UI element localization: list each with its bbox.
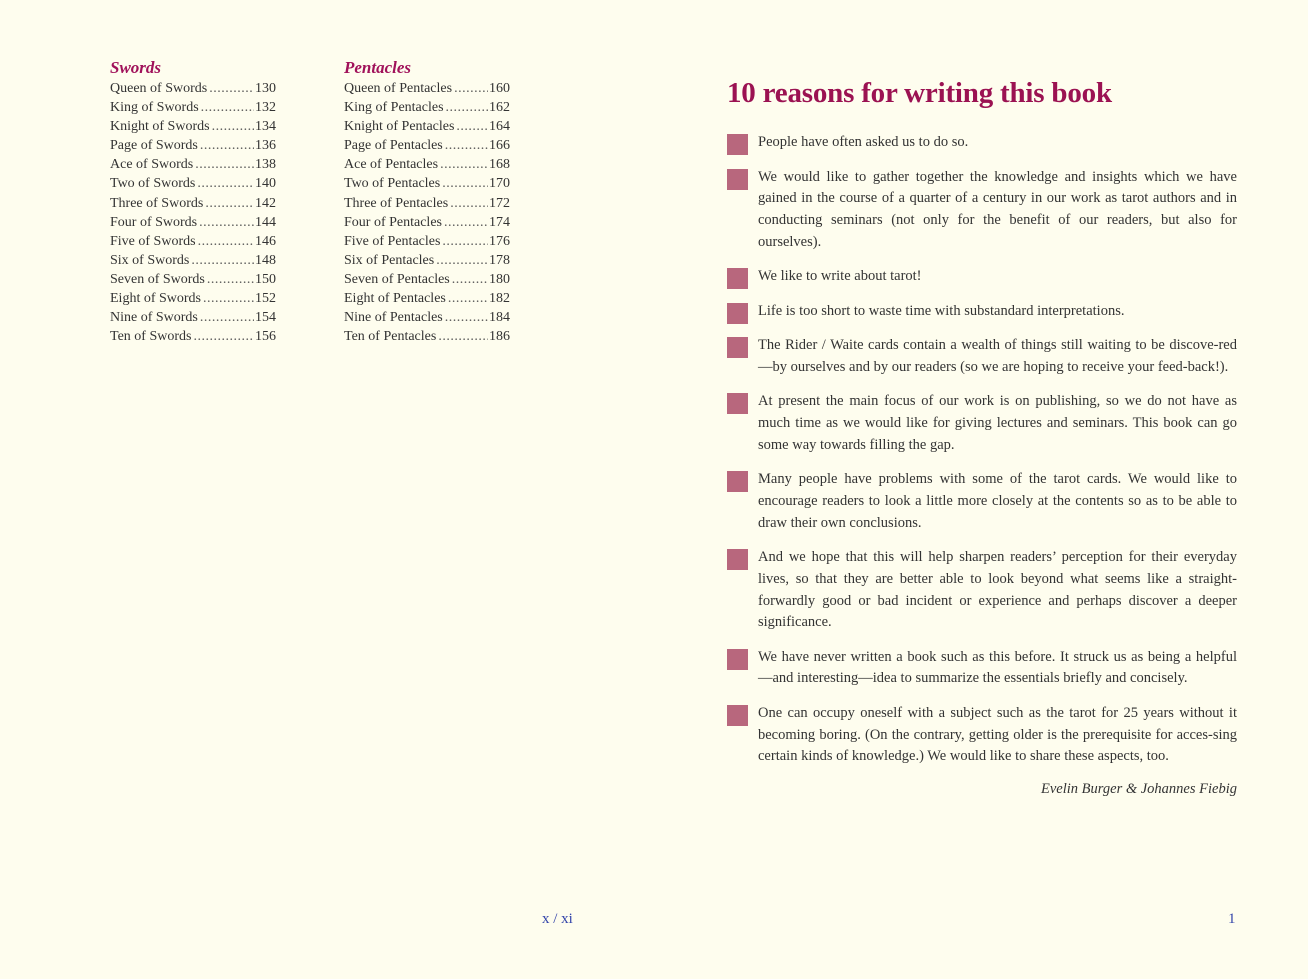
toc-dot-leader [200, 308, 254, 327]
page-title: 10 reasons for writing this book [727, 77, 1112, 109]
reason-item [727, 703, 1237, 768]
toc-entry [110, 155, 276, 174]
square-bullet-icon [727, 471, 748, 492]
toc-list-pentacles [344, 79, 510, 346]
toc-dot-leader [448, 289, 488, 308]
toc-entry-page: 146 [255, 233, 276, 249]
toc-entry [110, 213, 276, 232]
toc-entry-title: Two of Pentacles [344, 176, 441, 192]
toc-column-swords [110, 58, 276, 346]
toc-entry-page: 164 [489, 119, 510, 135]
toc-entry [110, 98, 276, 117]
toc-entry-title: Seven of Pentacles [344, 271, 450, 287]
square-bullet-icon [727, 303, 748, 324]
toc-entry [344, 289, 510, 308]
toc-entry-page: 130 [255, 81, 276, 96]
toc-dot-leader [201, 98, 254, 117]
toc-dot-leader [212, 117, 254, 136]
author-signature: Evelin Burger & Johannes Fiebig [1041, 780, 1237, 797]
reason-text: The Rider / Waite cards contain a wealth of things still waiting to be discove-red—by ourselves and by our readers (so we are hoping to receive your feed-back!). [758, 337, 1237, 375]
reason-item [727, 391, 1237, 456]
toc-entry-page: 134 [255, 119, 276, 135]
toc-list-swords [110, 79, 276, 346]
toc-entry-page: 160 [489, 81, 510, 96]
toc-entry-page: 142 [255, 195, 276, 211]
toc-entry-title: Four of Pentacles [344, 214, 442, 230]
toc-entry-title: Eight of Pentacles [344, 291, 446, 307]
toc-entry-title: King of Pentacles [344, 100, 444, 116]
toc-entry [110, 232, 276, 251]
toc-entry [344, 79, 510, 98]
reason-text: People have often asked us to do so. [758, 134, 969, 150]
toc-entry-page: 182 [489, 291, 510, 307]
toc-entry-title: Ten of Swords [110, 329, 192, 345]
toc-dot-leader [445, 136, 488, 155]
toc-entry-page: 186 [489, 329, 510, 345]
toc-entry-title: Three of Pentacles [344, 195, 449, 211]
toc-entry-page: 144 [255, 214, 276, 230]
square-bullet-icon [727, 134, 748, 155]
toc-dot-leader [193, 327, 254, 346]
reason-text: And we hope that this will help sharpen readers’ perception for their everyday lives, so that they are better able to look beyond what seems like a straight-forwardly good or bad incident or experience and perhaps discover a deeper significance. [758, 549, 1237, 631]
toc-entry-page: 170 [489, 176, 510, 192]
toc-entry-page: 136 [255, 138, 276, 154]
toc-entry-title: Ten of Pentacles [344, 329, 437, 345]
toc-dot-leader [436, 251, 488, 270]
square-bullet-icon [727, 337, 748, 358]
toc-entry-title: Four of Swords [110, 214, 198, 230]
reason-item [727, 167, 1237, 254]
reason-text: We have never written a book such as this before. It struck us as being a helpful —and interesting—idea to summarize the essentials briefly and concisely. [758, 648, 1237, 687]
toc-entry-page: 168 [489, 157, 510, 173]
toc-entry-title: Three of Swords [110, 195, 204, 211]
toc-entry [344, 308, 510, 327]
toc-entry-title: Two of Swords [110, 176, 196, 192]
toc-dot-leader [452, 270, 488, 289]
toc-entry-title: Page of Swords [110, 138, 198, 154]
toc-column-pentacles [344, 58, 510, 346]
reason-item [727, 301, 1237, 323]
reason-text: One can occupy oneself with a subject such as the tarot for 25 years without it becoming boring. (On the contrary, getting older is the prerequisite for acces-sing certain kinds of knowledge.) We would like to share these aspects, too. [758, 704, 1237, 765]
toc-dot-leader [438, 327, 488, 346]
toc-entry [344, 270, 510, 289]
toc-entry [344, 251, 510, 270]
toc-entry-page: 172 [489, 195, 510, 211]
toc-entry-page: 184 [489, 310, 510, 326]
toc-dot-leader [444, 213, 488, 232]
toc-entry-title: Eight of Swords [110, 291, 201, 307]
toc-entry-title: Knight of Swords [110, 119, 210, 135]
toc-entry-page: 132 [255, 100, 276, 116]
toc-entry-page: 138 [255, 157, 276, 173]
square-bullet-icon [727, 393, 748, 414]
toc-heading-pentacles: Pentacles [344, 58, 412, 77]
square-bullet-icon [727, 549, 748, 570]
toc-entry [110, 136, 276, 155]
toc-entry-title: Ace of Swords [110, 157, 194, 173]
reasons-list [727, 132, 1237, 768]
toc-entry-title: Page of Pentacles [344, 138, 443, 154]
toc-entry [344, 136, 510, 155]
reason-item [727, 469, 1237, 534]
toc-entry-title: Queen of Pentacles [344, 81, 453, 96]
toc-dot-leader [203, 289, 254, 308]
toc-dot-leader [197, 174, 254, 193]
toc-dot-leader [442, 174, 488, 193]
toc-entry-page: 154 [255, 310, 276, 326]
toc-entry [110, 194, 276, 213]
toc-dot-leader [199, 213, 254, 232]
toc-entry-page: 176 [489, 233, 510, 249]
toc-entry-title: Nine of Swords [110, 310, 198, 326]
toc-entry [110, 270, 276, 289]
toc-entry [344, 232, 510, 251]
toc-entry-page: 148 [255, 252, 276, 268]
toc-entry-page: 180 [489, 271, 510, 287]
toc-entry-title: Ace of Pentacles [344, 157, 439, 173]
toc-entry-page: 178 [489, 252, 510, 268]
square-bullet-icon [727, 169, 748, 190]
square-bullet-icon [727, 649, 748, 670]
toc-entry-page: 152 [255, 291, 276, 307]
reason-text: We would like to gather together the knowledge and insights which we have gained in the course of a quarter of a century in our work as tarot authors and in conducting seminars (not only for the benefit of our readers, but also for ourselves). [758, 168, 1237, 250]
toc-dot-leader [198, 232, 254, 251]
toc-entry [110, 308, 276, 327]
reason-text: We like to write about tarot! [758, 268, 922, 285]
toc-entry-page: 150 [255, 271, 276, 287]
square-bullet-icon [727, 705, 748, 726]
toc-entry [344, 174, 510, 193]
toc-dot-leader [440, 155, 488, 174]
toc-dot-leader [442, 232, 488, 251]
toc-entry-title: Knight of Pentacles [344, 119, 455, 135]
toc-entry-page: 156 [255, 329, 276, 345]
square-bullet-icon [727, 268, 748, 289]
toc-dot-leader [450, 194, 488, 213]
toc-entry [110, 289, 276, 308]
toc-entry-title: King of Swords [110, 100, 199, 116]
toc-entry [344, 155, 510, 174]
toc-entry-title: Seven of Swords [110, 271, 205, 287]
reason-item [727, 547, 1237, 634]
toc-entry [344, 194, 510, 213]
toc-entry [344, 327, 510, 346]
toc-dot-leader [191, 251, 254, 270]
toc-dot-leader [454, 79, 488, 98]
toc-entry [110, 327, 276, 346]
toc-entry [110, 251, 276, 270]
toc-dot-leader [200, 136, 254, 155]
toc-entry [110, 117, 276, 136]
right-page [727, 74, 1237, 798]
reason-item [727, 647, 1237, 690]
toc-entry-page: 140 [255, 176, 276, 192]
page-number-right: 1 [1228, 911, 1236, 927]
toc-dot-leader [209, 79, 254, 98]
toc-entry-page: 174 [489, 214, 510, 230]
toc-dot-leader [446, 98, 488, 117]
toc-heading-swords: Swords [110, 58, 162, 77]
toc-entry-title: Five of Pentacles [344, 233, 441, 249]
reason-text: Life is too short to waste time with substandard interpretations. [758, 302, 1125, 319]
toc-dot-leader [456, 117, 488, 136]
toc-entry-page: 162 [489, 100, 510, 116]
toc-entry-title: Queen of Swords [110, 81, 208, 96]
toc-entry-title: Six of Pentacles [344, 252, 435, 268]
reason-text: At present the main focus of our work is on publishing, so we do not have as much time as we would like for giving lectures and seminars. This book can go some way towards filling the gap. [758, 393, 1237, 453]
toc-entry [344, 213, 510, 232]
toc-entry-title: Nine of Pentacles [344, 310, 443, 326]
toc-entry-title: Five of Swords [110, 233, 196, 249]
toc-entry [344, 98, 510, 117]
toc-entry [110, 174, 276, 193]
toc-dot-leader [207, 270, 254, 289]
reason-item [727, 132, 1237, 154]
toc-entry-title: Six of Swords [110, 252, 190, 268]
toc-entry [110, 79, 276, 98]
toc-dot-leader [195, 155, 254, 174]
toc-entry-page: 166 [489, 138, 510, 154]
reason-item [727, 335, 1237, 378]
reason-text: Many people have problems with some of the tarot cards. We would like to encourage readers to look a little more closely at the contents so as to be able to draw their own conclusions. [758, 471, 1237, 531]
reason-item [727, 266, 1237, 288]
page-number-left: x / xi [542, 911, 573, 927]
toc-dot-leader [445, 308, 488, 327]
toc-entry [344, 117, 510, 136]
toc-dot-leader [205, 194, 254, 213]
